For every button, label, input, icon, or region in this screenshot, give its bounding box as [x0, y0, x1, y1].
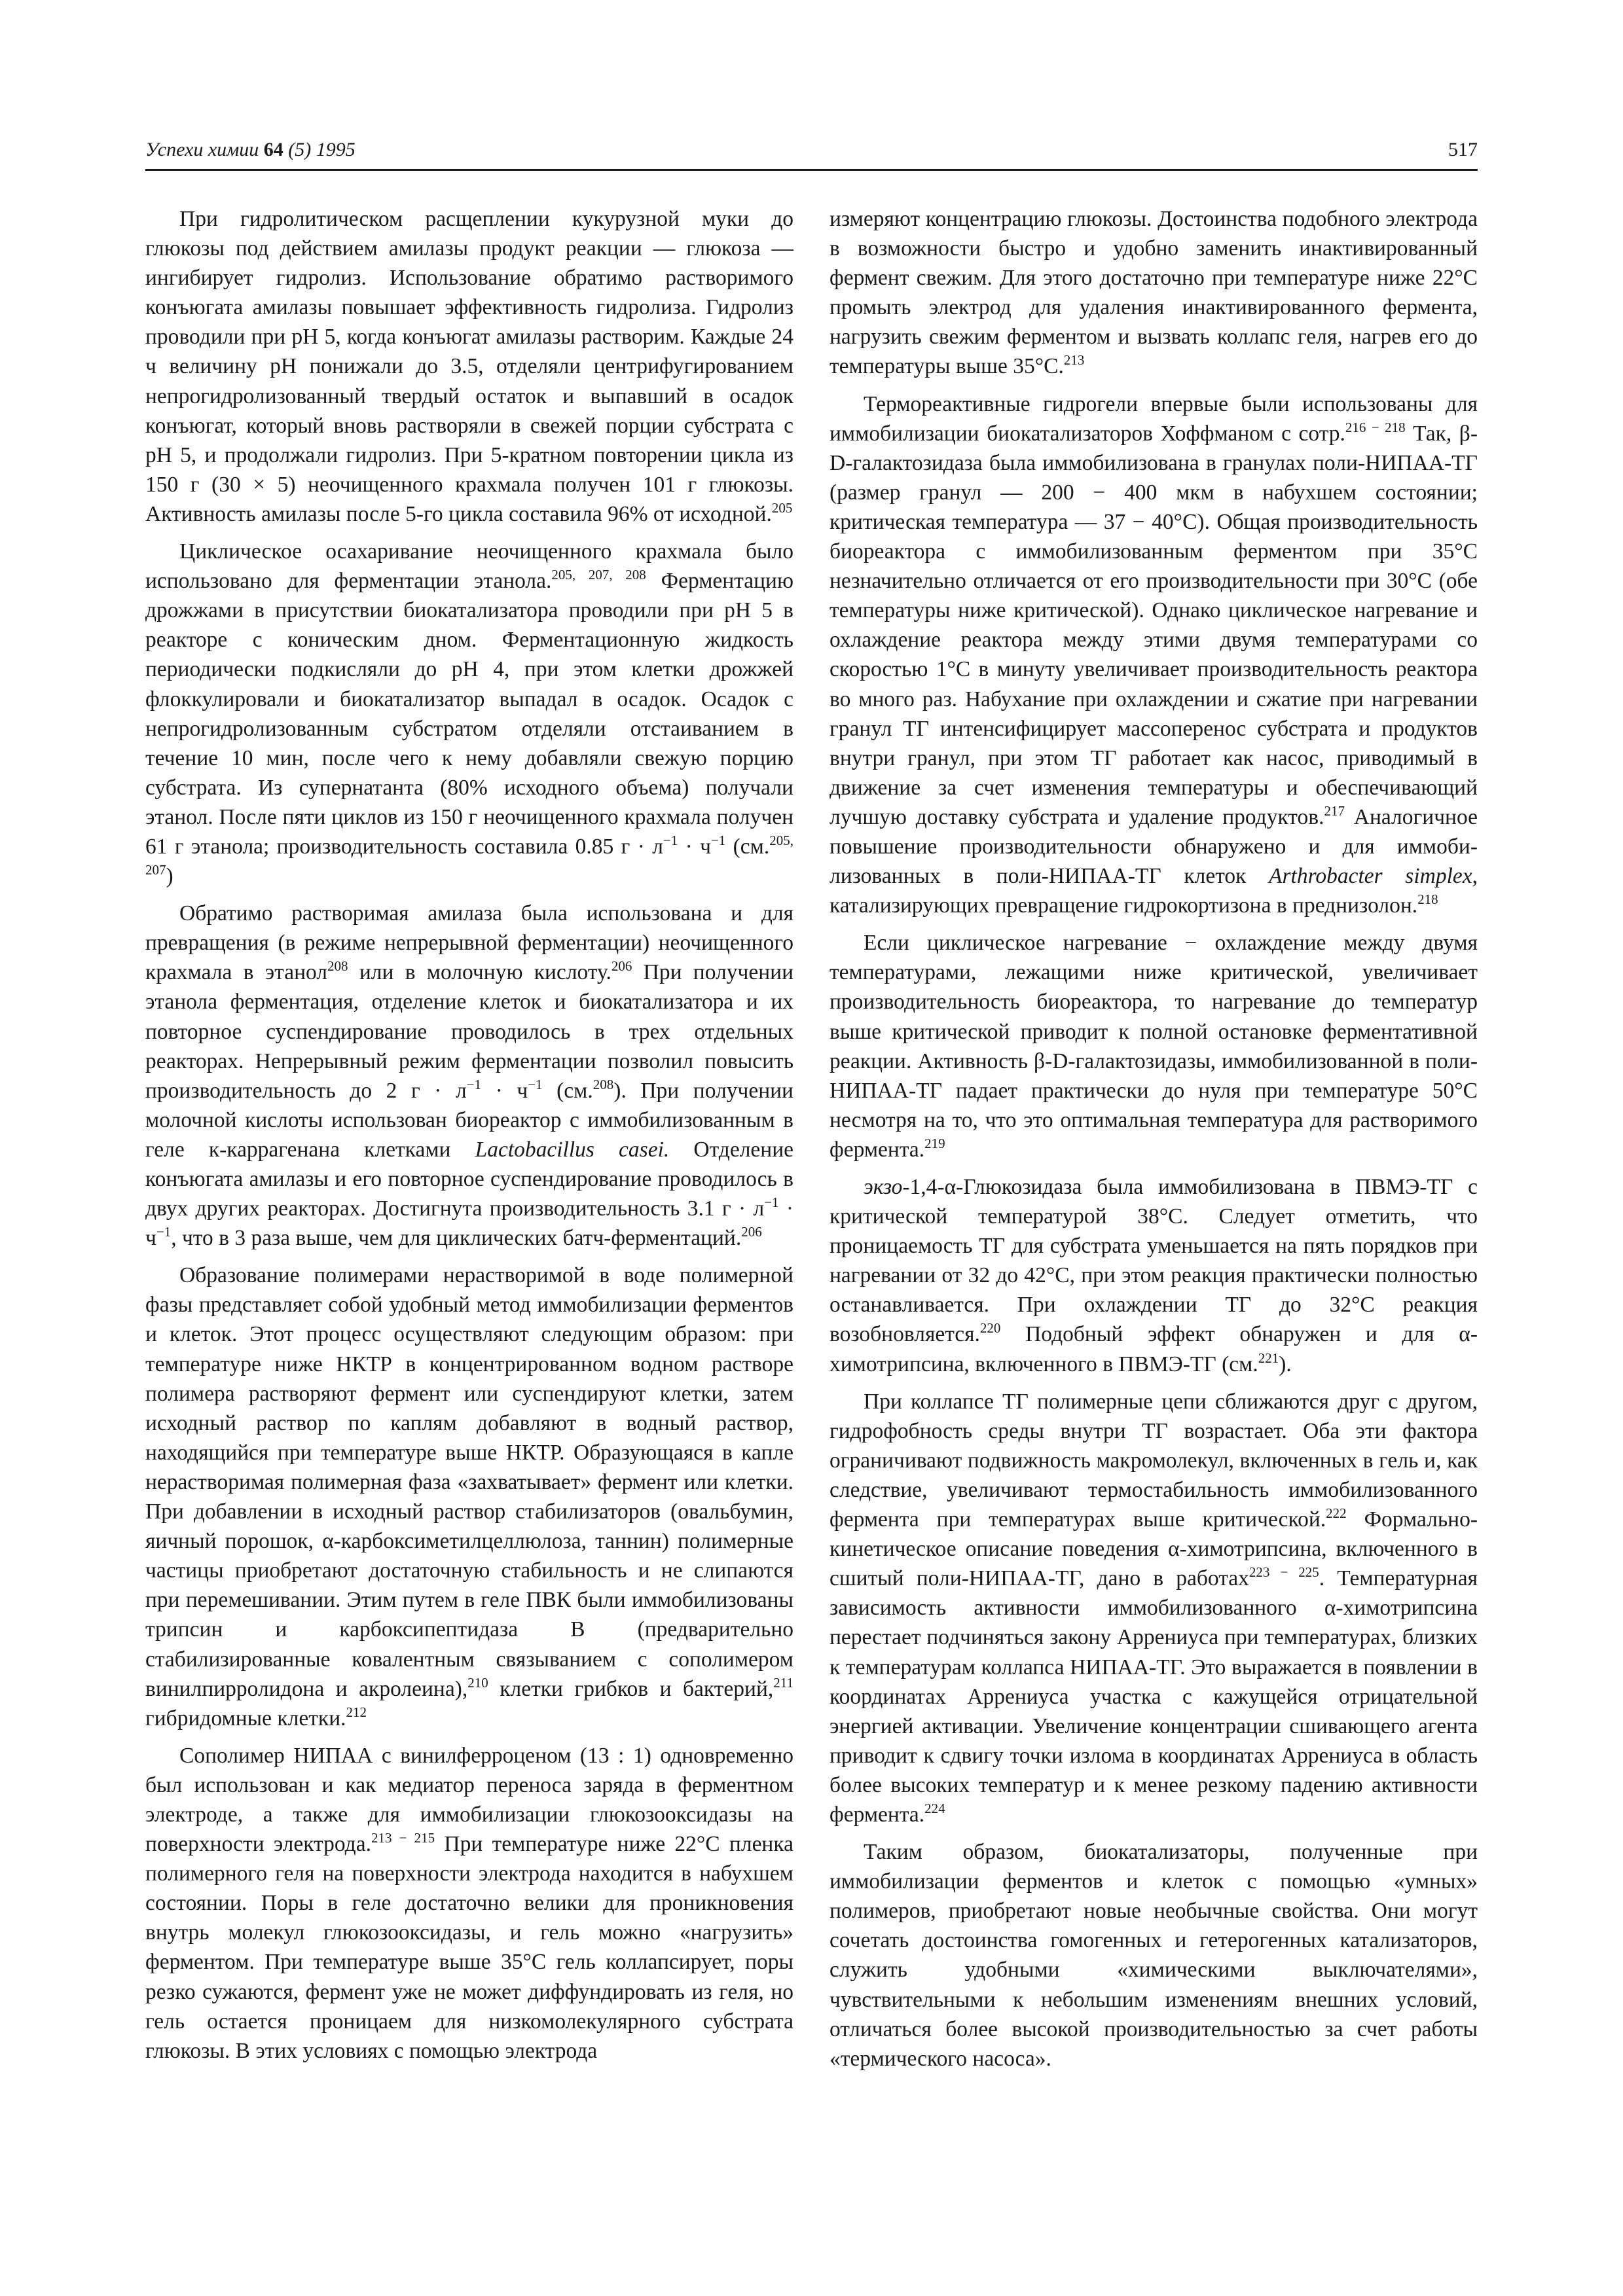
- text: (см.: [542, 1078, 593, 1103]
- paragraph: [145, 1741, 793, 2066]
- text: Аналогичное повышение производительности обнаружено и для иммобилизованных в поли-НИПАА-ТГ клеток: [830, 804, 1478, 889]
- paragraph: [145, 204, 793, 529]
- left-column: [145, 204, 793, 2073]
- reference: 222: [1326, 1505, 1347, 1522]
- paragraph: [830, 204, 1478, 382]
- reference: 224: [924, 1800, 945, 1816]
- reference: 212: [346, 1704, 367, 1720]
- reference: 205: [771, 499, 793, 516]
- text: · ч: [145, 1196, 794, 1251]
- text: Обратимо растворимая амилаза была использована и для превращения (в режиме непрерывной ферментации) неочищенного крахмала в этанол: [145, 901, 793, 985]
- text: клетки грибков и бактерий,: [488, 1676, 774, 1701]
- reference: 218: [1417, 891, 1438, 908]
- text: измеряют концентрацию глюкозы. Достоинства подобного электрода в возможности быстро и удобно заменить инактивированный фермент свежим. Для этого достаточно при температуре ниже 22°C промыть электрод для удаления инактивированного фермента, нагрузить свежим ферментом и вызвать коллапс геля, нагрев его до температуры выше 35°C.: [830, 207, 1478, 379]
- text: При гидролитическом расщеплении кукурузной муки до глюкозы под действием амилазы продукт реакции — глюкоза — ингибирует гидролиз. Использование обратимо растворимого конъюгата амилазы повышает эффективность гидролиза. Гидролиз проводили при pH 5, когда конъюгат амилазы растворим. Каждые 24 ч величину pH понижали до 3.5, отделяли центрифугированием непрогидролизованный твердый остаток и выпавший в осадок конъюгат, который вновь растворяли в свежей порции субстрата с pH 5, и продолжали гидролиз. При 5-кратном повторении цикла из 150 г (30 × 5) неочищенного крахмала получен 101 г глюкозы. Активность амилазы после 5-го цикла составила 96% от исходной.: [145, 207, 793, 526]
- paragraph: [830, 389, 1478, 921]
- reference: 213 − 215: [371, 1830, 435, 1846]
- text: При получении этанола ферментация, отделение клеток и биокатализатора и их повторное суспендирование проводилось в трех отдельных реакторах. Непрерывный режим ферментации позволил повысить производительность до 2 г · л: [145, 960, 794, 1103]
- reference: 205, 207: [145, 832, 793, 878]
- reference: 219: [924, 1135, 945, 1151]
- text: (см.: [725, 834, 770, 859]
- exponent: −1: [528, 1076, 543, 1092]
- text: При коллапсе ТГ полимерные цепи сближаются друг с другом, гидрофобность среды внутри ТГ возрастает. Оба эти фактора ограничивают подвижность макромолекул, включенных в гель и, как следствие, увеличивают термостабильность иммобилизованного фермента при температурах выше критической.: [830, 1389, 1478, 1532]
- exponent: −1: [156, 1224, 172, 1240]
- reference: 206: [741, 1224, 762, 1240]
- text: гибридомные клетки.: [145, 1706, 346, 1731]
- exponent: −1: [466, 1076, 482, 1092]
- paragraph: [830, 1837, 1478, 2073]
- paragraph: [830, 1387, 1478, 1829]
- text: Формально-кинетическое описание поведения α-химотрипсина, включенного в сшитый поли-НИПАА-ТГ, дано в работах: [830, 1507, 1478, 1591]
- journal-name: Успехи химии: [145, 139, 259, 160]
- reference: 205, 207, 208: [551, 567, 646, 583]
- paragraph: [145, 537, 793, 891]
- reference: 208: [327, 958, 348, 975]
- page-number: 517: [1448, 139, 1478, 160]
- journal-issue: (5) 1995: [288, 139, 356, 160]
- exponent: −1: [764, 1194, 779, 1211]
- text: ): [166, 864, 173, 889]
- reference: 213: [1063, 352, 1085, 368]
- journal-citation: [145, 139, 356, 161]
- exponent: −1: [710, 832, 726, 848]
- text: Отделение конъюгата амилазы и его повторное суспендирование проводилось в двух других реакторах. Достигнута производительность 3.1 г · л: [145, 1137, 794, 1221]
- page-header: [145, 135, 1478, 168]
- text: · ч: [678, 834, 711, 859]
- reference: 216 − 218: [1345, 419, 1406, 435]
- text: ).: [1279, 1352, 1292, 1376]
- text: Если циклическое нагревание − охлаждение между двумя температурами, лежащими ниже критической, увеличивает производительность биореактора, то нагревание до температур выше критической приводит к полной остановке ферментативной реакции. Активность β-D-галактозидазы, иммобилизованной в поли-НИПАА-ТГ падает практически до нуля при температуре 50°C несмотря на то, что это оптимальная температура для растворимого фермента.: [830, 931, 1478, 1162]
- text: Так, β-D-галактозидаза была иммобилизована в гранулах поли-НИПАА-ТГ (размер гранул — 200 − 400 мкм в набухшем состоянии; критическая температура — 37 − 40°C). Общая производительность биореактора с иммобилизованным ферментом при 35°C незначительно отличается от его производительности при 30°C (обе температуры ниже критической). Однако циклическое нагревание и охлаждение реактора между этими двумя температурами со скоростью 1°C в минуту увеличивает производительность реактора во много раз. Набухание при охлаждении и сжатие при нагревании гранул ТГ интенсифицирует массоперенос субстрата и продуктов внутри гранул, при этом ТГ работает как насос, приводимый в движение за счет изменения температуры и обеспечивающий лучшую доставку субстрата и удаление продуктов.: [830, 421, 1478, 829]
- text: , катализирующих превращение гидрокортизона в преднизолон.: [830, 864, 1478, 918]
- paragraph: [830, 928, 1478, 1164]
- text: ). При получении молочной кислоты использован биореактор с иммобилизованным в геле к-каррагенана клетками: [145, 1078, 793, 1162]
- text: Термореактивные гидрогели впервые были использованы для иммобилизации биокатализаторов Хоффманом с сотр.: [830, 391, 1478, 446]
- reference: 220: [979, 1320, 1001, 1336]
- reference: 210: [467, 1674, 488, 1691]
- text: Таким образом, биокатализаторы, полученные при иммобилизации ферментов и клеток с помощью «умных» полимеров, приобретают новые необычные свойства. Они могут сочетать достоинства гомогенных и гетерогенных катализаторов, служить удобными «химическими выключателями», чувствительными к небольшим изменениям внешних условий, отличаться более высокой производительностью за счет работы «термического насоса».: [830, 1840, 1478, 2071]
- text: -1,4-α-Глюкозидаза была иммобилизована в ПВМЭ-ТГ с критической температурой 38°C. Следует отметить, что проницаемость ТГ для субстрата уменьшается на пять порядков при нагревании от 32 до 42°C, при этом реакция практически полностью останавливается. При охлаждении ТГ до 32°C реакция возобновляется.: [830, 1175, 1478, 1347]
- text: или в молочную кислоту.: [348, 960, 611, 985]
- text: Образование полимерами нерастворимой в воде полимерной фазы представляет собой удобный метод иммобилизации ферментов и клеток. Этот процесс осуществляют следующим образом: при температуре ниже НКТР в концентрированном водном растворе полимера растворяют фермент или суспендируют клетки, затем исходный раствор по каплям добавляют в водный раствор, находящийся при температуре выше НКТР. Образующаяся в капле нерастворимая полимерная фаза «захватывает» фермент или клетки. При добавлении в исходный раствор стабилизаторов (овальбумин, яичный порошок, α-карбоксиметилцеллюлоза, таннин) полимерные частицы приобретают достаточную стабильность и не слипаются при перемешивании. Этим путем в геле ПВК были иммобилизованы трипсин и карбоксипептидаза B (предварительно стабилизированные ковалентным связыванием с сополимером винилпирролидона и акролеина),: [145, 1263, 793, 1701]
- reference: 223 − 225: [1249, 1564, 1319, 1581]
- text: , что в 3 раза выше, чем для циклических батч-ферментаций.: [171, 1226, 742, 1251]
- reference: 217: [1324, 802, 1345, 819]
- text: · ч: [481, 1078, 528, 1103]
- reference: 208: [593, 1076, 614, 1092]
- journal-volume: 64: [263, 139, 283, 160]
- prefix: экзо: [864, 1175, 903, 1199]
- text: При температуре ниже 22°C пленка полимерного геля на поверхности электрода находится в набухшем состоянии. Поры в геле достаточно велики для проникновения внутрь молекул глюкозооксидазы, и гель можно «нагрузить» ферментом. При температуре выше 35°C гель коллапсирует, поры резко сужаются, фермент уже не может диффундировать из геля, но гель остается проницаем для низкомолекулярного субстрата глюкозы. В этих условиях с помощью электрода: [145, 1832, 793, 2063]
- species-name: Arthrobacter simplex: [1269, 864, 1472, 889]
- paragraph: [830, 1172, 1478, 1379]
- paragraph: [145, 899, 793, 1253]
- right-column: [830, 204, 1478, 2081]
- reference: 206: [611, 958, 632, 975]
- species-name: Lactobacillus casei.: [475, 1137, 670, 1162]
- text: Ферментацию дрожжами в присутствии биокатализатора проводили при pH 5 в реакторе с коническим дном. Ферментационную жидкость периодически подкисляли до pH 4, при этом клетки дрожжей флоккулировали и биокатализатор выпадал в осадок. Осадок с непрогидролизованным субстратом отделяли отстаиванием в течение 10 мин, после чего к нему добавляли свежую порцию субстрата. Из супернатанта (80% исходного объема) получали этанол. После пяти циклов из 150 г неочищенного крахмала получен 61 г этанола; производительность составила 0.85 г · л: [145, 569, 794, 859]
- text: . Температурная зависимость активности иммобилизованного α-химотрипсина перестает подчиняться закону Аррениуса при температурах, близких к температурам коллапса НИПАА-ТГ. Это выражается в появлении в координатах Аррениуса участка с кажущейся отрицательной энергией активации. Увеличение концентрации сшивающего агента приводит к сдвигу точки излома в координатах Аррениуса в область более высоких температур и к менее резкому падению активности фермента.: [830, 1566, 1478, 1827]
- paragraph: [145, 1261, 793, 1733]
- text: Сополимер НИПАА с винилферроценом (13 : 1) одновременно был использован и как медиатор переноса заряда в ферментном электроде, а также для иммобилизации глюкозооксидазы на поверхности электрода.: [145, 1743, 793, 1857]
- reference: 221: [1258, 1350, 1279, 1366]
- text: Циклическое осахаривание неочищенного крахмала было использовано для ферментации этанола.: [145, 539, 793, 594]
- header-rule: [145, 169, 1478, 171]
- exponent: −1: [663, 832, 678, 848]
- text: Подобный эффект обнаружен и для α-химотрипсина, включенного в ПВМЭ-ТГ (см.: [830, 1322, 1478, 1376]
- reference: 211: [773, 1674, 793, 1691]
